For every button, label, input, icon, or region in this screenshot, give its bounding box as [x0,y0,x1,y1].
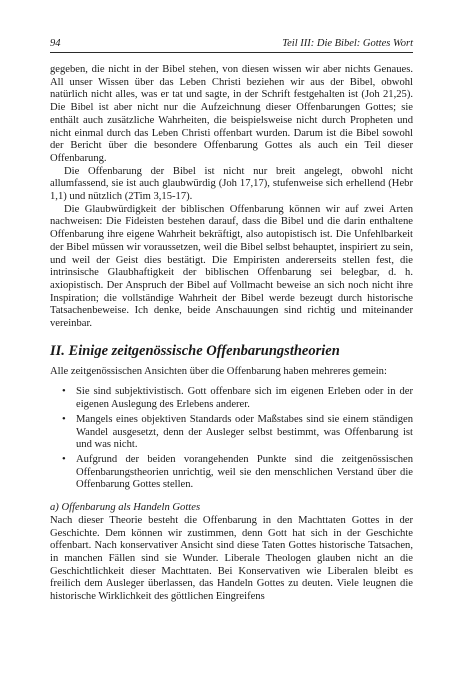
running-header [50,38,413,53]
page-body [50,64,413,604]
subsection-heading: a) Offenbarung als Handeln Gottes [50,502,201,514]
bullet-list [50,386,413,492]
subsection-text: Nach dieser Theorie besteht die Offenbarung in den Machttaten Gottes in der Geschichte. Dem können wir zustimmen, denn Gott hat sich in der Geschichte offenbart. Nach konservativer Ansicht sind diese Taten Gottes historische Tatsachen, in manchen Fällen sind sie Wunder. Liberale Theologen glauben nicht an die Geschichtlichkeit dieser Machttaten. Bei Konservativen wie Liberalen bleibt es freilich dem Ausleger überlassen, das Handeln Gottes zu deuten. Viele leugnen die historische Wirklichkeit des göttlichen Eingreifens [50,514,413,603]
running-title: Teil III: Die Bibel: Gottes Wort [282,38,413,49]
paragraph-glaubwuerdigkeit: Die Glaubwürdigkeit der biblischen Offenbarung können wir auf zwei Arten nachweisen: Die Fideisten bestehen darauf, dass die Bibel und die darin enthaltene Offenbarung ihre eigene Wahrheit bekräftigt, also autopistisch ist. Die Unfehlbarkeit der Bibel müssen wir voraussetzen, weil die Bibel selbst behauptet, inspiriert zu sein, und weil der Geist dies bestätigt. Die Empiristen andererseits stellen fest, die intrinsische Glaubhaftigkeit der biblischen Offenbarung sei belegbar, d. h. axiopistisch. Der Anspruch der Bibel auf Vollmacht beweise an sich noch nicht ihre Inspiration; die vollständige Wahrheit der Bibel werde bezeugt durch historische Tatsachenbeweise. Ich denke, beide Anschauungen sind richtig und miteinander vereinbar. [50,203,413,330]
bullet-item: • Sie sind subjektivistisch. Gott offenbare sich im eigenen Erleben oder in der eigenen Auslegung des Erlebens anderer. [76,386,413,411]
section-intro: Alle zeitgenössischen Ansichten über die Offenbarung haben mehreres gemein: [50,365,387,377]
paragraph-continuation: gegeben, die nicht in der Bibel stehen, von diesen wissen wir aber nichts Genaues. All unser Wissen über das Leben Christi beziehen wir aus der Bibel, obwohl natürlich nicht alles, was er tat und sagte, in der Schrift festgehalten ist (Joh 21,25). Die Bibel ist aber nicht nur die Aufzeichnung dieser Offenbarungen Gottes; sie enthält auch zusätzliche Wahrheiten, die beispielsweise nicht durch Propheten und nicht einmal durch das Leben Christi offenbart wurden. Darum ist die Bibel sowohl der Bericht über die besondere Offenbarung Gottes als auch ein Teil dieser Offenbarung. [50,64,413,164]
page-number: 94 [50,38,61,49]
section-heading: II. Einige zeitgenössische Offenbarungstheorien [50,342,340,359]
paragraph-offenbarung: Die Offenbarung der Bibel ist nicht nur breit angelegt, obwohl nicht allumfassend, sie ist auch glaubwürdig (Joh 17,17), stufenweise sich erhellend (Hebr 1,1) und nützlich (2Tim 3,15-17). [50,165,413,203]
bullet-item: • Mangels eines objektiven Standards oder Maßstabes sind sie einem ständigen Wandel ausgesetzt, denn der Ausleger selbst bestimmt, was Offenbarung ist und was nicht. [76,414,413,452]
bullet-item: • Aufgrund der beiden vorangehenden Punkte sind die zeitgenössischen Offenbarungstheorien unrichtig, weil sie den menschlichen Verstand über die Offenbarung Gottes stellen. [76,454,413,492]
